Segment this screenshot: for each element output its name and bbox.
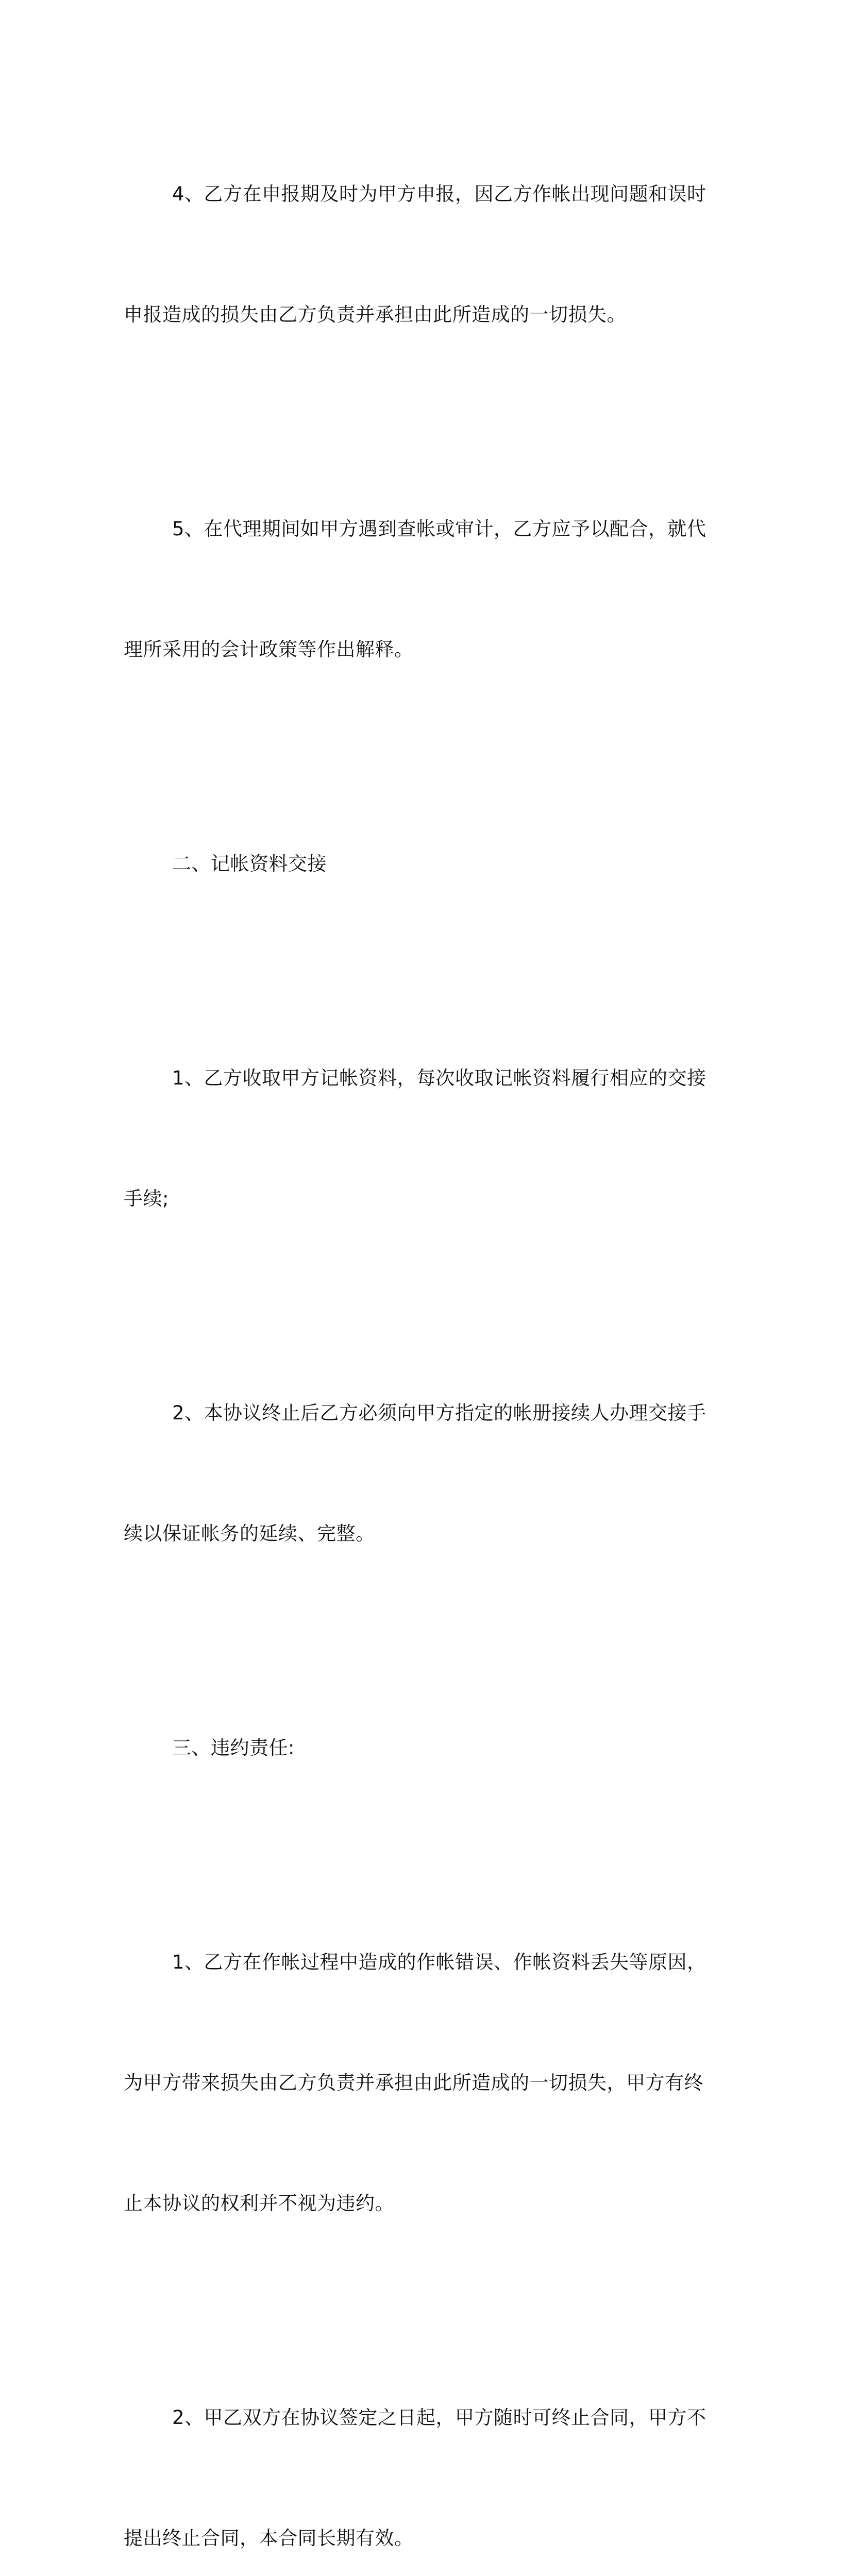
paragraph-line: 止本协议的权利并不视为违约。 xyxy=(124,2192,394,2214)
paragraph-line: 为甲方带来损失由乙方负责并承担由此所造成的一切损失，甲方有终 xyxy=(124,2072,703,2094)
paragraph-line: 手续; xyxy=(124,1188,169,1210)
clause-3-2-termination xyxy=(124,2317,711,2576)
paragraph-line: 提出终止合同，本合同长期有效。 xyxy=(124,2527,414,2549)
paragraph-line: 2、本协议终止后乙方必须向甲方指定的帐册接续人办理交接手 xyxy=(172,1402,707,1424)
paragraph-line: 申报造成的损失由乙方负责并承担由此所造成的一切损失。 xyxy=(124,303,626,326)
paragraph-line: 5、在代理期间如甲方遇到查帐或审计，乙方应予以配合，就代 xyxy=(172,518,707,540)
document-body xyxy=(124,94,711,2576)
heading-line: 二、记帐资料交接 xyxy=(172,853,327,875)
paragraph-line: 4、乙方在申报期及时为甲方申报，因乙方作帐出现问题和误时 xyxy=(172,183,707,205)
clause-5-audit-cooperation xyxy=(124,429,711,750)
paragraph-line: 理所采用的会计政策等作出解释。 xyxy=(124,638,414,660)
paragraph-line: 1、乙方在作帐过程中造成的作帐错误、作帐资料丢失等原因， xyxy=(172,1951,707,1973)
clause-3-1-liability xyxy=(124,1862,711,2304)
section-heading-2 xyxy=(124,764,711,964)
heading-line: 三、违约责任: xyxy=(172,1737,295,1759)
clause-2-2-handover xyxy=(124,1313,711,1634)
clause-4-declaration xyxy=(124,94,711,415)
paragraph-line: 2、甲乙双方在协议签定之日起，甲方随时可终止合同，甲方不 xyxy=(172,2406,707,2429)
section-heading-3 xyxy=(124,1648,711,1849)
paragraph-line: 续以保证帐务的延续、完整。 xyxy=(124,1522,375,1545)
paragraph-line: 1、乙方收取甲方记帐资料，每次收取记帐资料履行相应的交接 xyxy=(172,1067,707,1089)
clause-2-1-receive-materials xyxy=(124,978,711,1299)
